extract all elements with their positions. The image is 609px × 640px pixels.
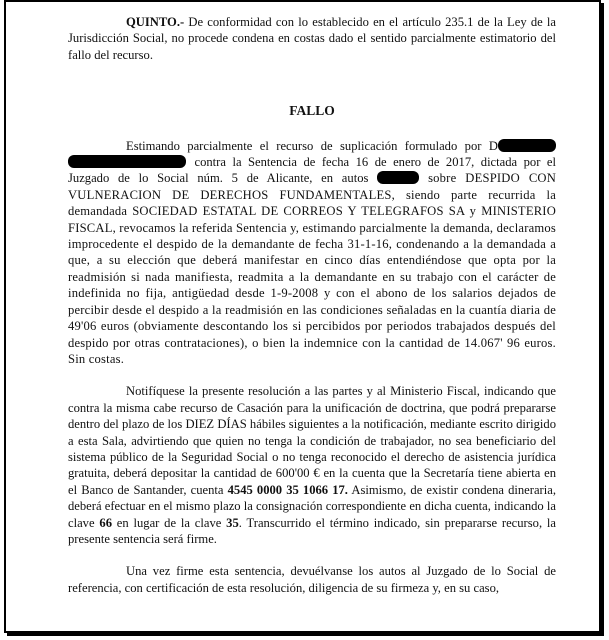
fallo-title: FALLO — [289, 103, 335, 119]
quinto-lead: QUINTO.- — [126, 15, 185, 29]
fallo-p1-part-c: sobre DESPIDO CON VULNERACION DE DERECHOS FUNDAMENTALES, siendo parte recurrida la demandada SOCIEDAD ESTATAL DE CORREOS Y TELEGRAFOS SA y MINISTERIO FISCAL, revocamos la referida Sentencia y, estimando parcialmente la demanda, declaramos improcedente el despido de la demandante de fecha 31-1-16, condenando a la demandada a que, a su elección que deberá manifestar en cinco días entendiéndose que opta por la readmisión si nada manifiesta, readmita a la demandante en su trabajo con el carácter de indefinida no fija, antigüedad desde 1-9-2008 y con el abono de los salarios dejados de percibir desde el despido a la readmisión en las condiciones señaladas en la cuantía diaria de 49'06 euros (obviamente descontando los si percibidos por periodos trabajados después del despido por otras contrataciones), o bien la indemnice con la cantidad de 14.067' 96 euros. Sin costas. — [68, 171, 557, 366]
fallo-p2-part-d: . Transcurrido el término indicado, sin prepararse recurso, la presente sentencia será firme. — [68, 515, 556, 546]
paragraph-gap — [68, 547, 556, 563]
redaction-bar-name-1 — [498, 139, 556, 152]
paragraph-gap — [68, 367, 556, 383]
fallo-p1-part-a: Estimando parcialmente el recurso de suplicación formulado por D — [126, 138, 498, 153]
document-page — [68, 14, 556, 596]
document-frame — [4, 0, 601, 633]
clave-66: 66 — [99, 515, 112, 530]
fallo-p2-part-c: en lugar de la clave — [111, 515, 227, 530]
clave-35: 35 — [226, 515, 239, 530]
fallo-paragraph-3: Una vez firme esta sentencia, devuélvanse los autos al Juzgado de lo Social de referencia, con certificación de esta resolución, diligencia de su firmeza y, en su caso, — [68, 564, 556, 595]
fallo-p2-part-a: Notifíquese la presente resolución a las partes y al Ministerio Fiscal, indicando que contra la misma cabe recurso de Casación para la unificación de doctrina, que podrá prepararse dentro del plazo de los DIEZ DÍAS hábiles siguientes a la notificación, mediante escrito dirigido a esta Sala, advirtiendo que quien no tenga la condición de trabajador, no sea beneficiario del sistema público de la Seguridad Social o no tenga reconocido el derecho de asistencia jurídica gratuita, deberá depositar la cantidad de 600'00 € en la cuenta que la Secretaría tiene abierta en el Banco de Santander, cuenta — [68, 384, 556, 497]
fallo-p2-part-b: Asimismo, de existir condena dineraria, deberá efectuar en el mismo plazo la consignación correspondiente en dicha cuenta, indicando la clave — [68, 482, 556, 530]
bank-account-number: 4545 0000 35 1066 17. — [227, 482, 348, 497]
fallo-p1-part-b: contra la Sentencia de fecha 16 de enero de 2017, dictada por el Juzgado de lo Social núm. 5 de Alicante, en autos — [68, 155, 556, 186]
redaction-bar-case-number — [377, 171, 419, 184]
quinto-paragraph — [68, 14, 556, 63]
redaction-bar-name-2 — [68, 155, 186, 168]
fallo-paragraph-1 — [68, 138, 556, 368]
fallo-paragraph-2 — [68, 383, 556, 547]
quinto-text: De conformidad con lo establecido en el artículo 235.1 de la Ley de la Jurisdicción Social, no procede condena en costas dado el sentido parcialmente estimatorio del fallo del recurso. — [68, 15, 556, 62]
